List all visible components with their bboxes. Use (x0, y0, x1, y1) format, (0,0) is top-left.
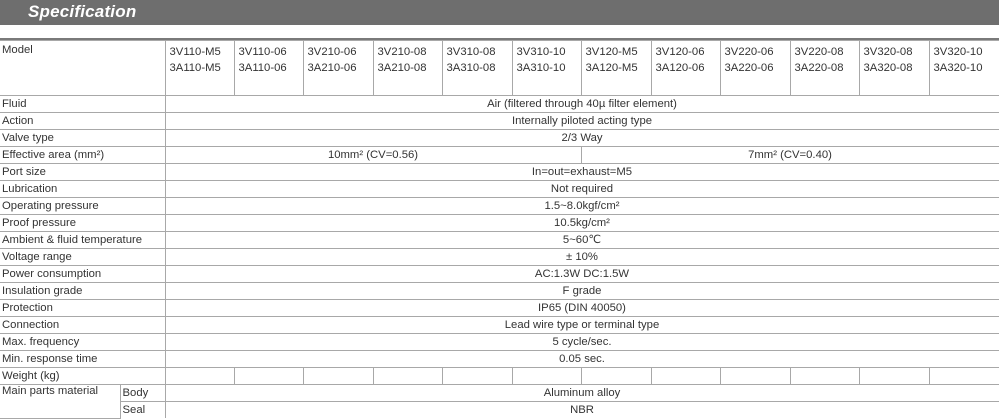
row-label: Insulation grade (0, 283, 165, 300)
spec-row-weight (0, 368, 999, 385)
spec-row-insulation (0, 283, 999, 300)
row-value: F grade (165, 283, 999, 300)
row-label: Lubrication (0, 181, 165, 198)
row-label: Max. frequency (0, 334, 165, 351)
row-label: Min. response time (0, 351, 165, 368)
row-value: 10mm² (CV=0.56) (165, 147, 581, 164)
row-label: Proof pressure (0, 215, 165, 232)
row-value: 10.5kg/cm² (165, 215, 999, 232)
row-label: Effective area (mm²) (0, 147, 165, 164)
page-title: Specification (28, 2, 137, 21)
sub-label: Body (120, 385, 165, 402)
weight-cell (581, 368, 651, 385)
model-cell: 3V120-06 3A120-06 (651, 41, 720, 96)
row-label: Ambient & fluid temperature (0, 232, 165, 249)
model-row (0, 41, 999, 96)
sub-label: Seal (120, 402, 165, 419)
row-value: Air (filtered through 40µ filter element) (165, 96, 999, 113)
model-cell: 3V320-10 3A320-10 (929, 41, 999, 96)
spec-row-proof-pressure (0, 215, 999, 232)
row-label: Voltage range (0, 249, 165, 266)
row-label: Protection (0, 300, 165, 317)
model-cell: 3V220-06 3A220-06 (720, 41, 790, 96)
specification-table (0, 40, 999, 419)
row-label: Weight (kg) (0, 368, 165, 385)
spec-row-connection (0, 317, 999, 334)
title-banner (0, 0, 999, 25)
weight-cell (165, 368, 234, 385)
row-value: In=out=exhaust=M5 (165, 164, 999, 181)
model-label: Model (0, 41, 165, 96)
weight-cell (303, 368, 373, 385)
spec-row-protection (0, 300, 999, 317)
model-cell: 3V220-08 3A220-08 (790, 41, 859, 96)
weight-cell (790, 368, 859, 385)
spec-row-temperature (0, 232, 999, 249)
spec-row-power (0, 266, 999, 283)
model-cell: 3V320-08 3A320-08 (859, 41, 929, 96)
row-label: Fluid (0, 96, 165, 113)
row-label: Port size (0, 164, 165, 181)
row-value: Lead wire type or terminal type (165, 317, 999, 334)
row-value: 7mm² (CV=0.40) (581, 147, 999, 164)
model-cell: 3V310-10 3A310-10 (512, 41, 581, 96)
model-cell: 3V120-M5 3A120-M5 (581, 41, 651, 96)
row-value: Aluminum alloy (165, 385, 999, 402)
row-value: IP65 (DIN 40050) (165, 300, 999, 317)
model-cell: 3V210-08 3A210-08 (373, 41, 442, 96)
weight-cell (929, 368, 999, 385)
row-label: Main parts material (0, 385, 120, 419)
row-label: Operating pressure (0, 198, 165, 215)
row-value: 5~60℃ (165, 232, 999, 249)
weight-cell (373, 368, 442, 385)
spec-row-response (0, 351, 999, 368)
spec-row-effective-area (0, 147, 999, 164)
row-value: 0.05 sec. (165, 351, 999, 368)
row-value: ± 10% (165, 249, 999, 266)
row-value: 5 cycle/sec. (165, 334, 999, 351)
weight-cell (512, 368, 581, 385)
weight-cell (651, 368, 720, 385)
row-value: Internally piloted acting type (165, 113, 999, 130)
spec-row-valve-type (0, 130, 999, 147)
row-label: Action (0, 113, 165, 130)
spec-row-frequency (0, 334, 999, 351)
spec-row-fluid (0, 96, 999, 113)
row-label: Power consumption (0, 266, 165, 283)
model-cell: 3V110-M5 3A110-M5 (165, 41, 234, 96)
weight-cell (720, 368, 790, 385)
row-label: Valve type (0, 130, 165, 147)
row-value: AC:1.3W DC:1.5W (165, 266, 999, 283)
row-label: Connection (0, 317, 165, 334)
spec-row-port-size (0, 164, 999, 181)
spec-row-operating-pressure (0, 198, 999, 215)
row-value: NBR (165, 402, 999, 419)
model-cell: 3V210-06 3A210-06 (303, 41, 373, 96)
model-cell: 3V310-08 3A310-08 (442, 41, 512, 96)
spec-row-lubrication (0, 181, 999, 198)
spec-row-body (0, 385, 999, 402)
row-value: 2/3 Way (165, 130, 999, 147)
row-value: 1.5~8.0kgf/cm² (165, 198, 999, 215)
weight-cell (859, 368, 929, 385)
spec-row-voltage-range (0, 249, 999, 266)
spec-row-action (0, 113, 999, 130)
row-value: Not required (165, 181, 999, 198)
weight-cell (234, 368, 303, 385)
model-cell: 3V110-06 3A110-06 (234, 41, 303, 96)
weight-cell (442, 368, 512, 385)
